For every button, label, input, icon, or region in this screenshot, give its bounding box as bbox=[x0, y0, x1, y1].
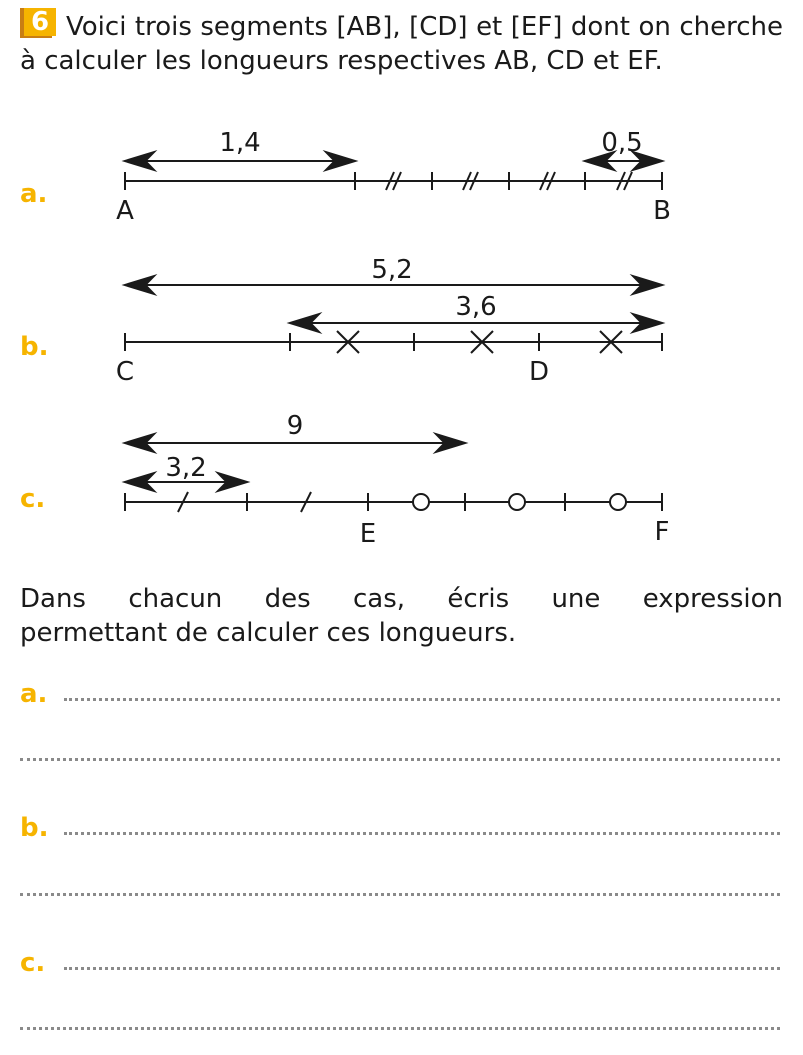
measure-label-0-5: 0,5 bbox=[601, 128, 643, 158]
point-a: A bbox=[116, 196, 134, 226]
exercise-intro-text: Voici trois segments [AB], [CD] et [EF] dont on cherche à calculer les longueurs respectives AB, CD et EF. bbox=[20, 12, 783, 76]
segment-ef bbox=[125, 493, 662, 511]
instruction-line-2: permettant de calculer ces longueurs. bbox=[20, 618, 517, 648]
measure-label-3-6: 3,6 bbox=[455, 292, 497, 322]
answer-line-b-1[interactable] bbox=[64, 832, 780, 835]
figure-c-label: c. bbox=[20, 484, 46, 514]
measure-label-5-2: 5,2 bbox=[371, 255, 413, 285]
measure-label-9: 9 bbox=[286, 411, 304, 441]
answer-line-c-2[interactable] bbox=[20, 1027, 780, 1030]
answer-label-c: c. bbox=[20, 948, 46, 978]
figure-b-label: b. bbox=[20, 332, 49, 362]
answer-line-c-1[interactable] bbox=[64, 967, 780, 970]
segment-cd bbox=[125, 333, 662, 351]
answer-line-a-1[interactable] bbox=[64, 698, 780, 701]
answer-label-a: a. bbox=[20, 679, 48, 709]
measure-label-3-2: 3,2 bbox=[165, 453, 207, 483]
answer-label-b: b. bbox=[20, 813, 49, 843]
exercise-number: 6 bbox=[24, 8, 56, 36]
answer-line-b-2[interactable] bbox=[20, 893, 780, 896]
answer-line-a-2[interactable] bbox=[20, 758, 780, 761]
measure-label-1-4: 1,4 bbox=[219, 128, 261, 158]
point-b: B bbox=[653, 196, 671, 226]
point-e: E bbox=[359, 519, 377, 549]
point-d: D bbox=[528, 357, 550, 387]
instruction-line-1: Dans chacun des cas, écris une expression bbox=[20, 584, 783, 614]
figure-a-label: a. bbox=[20, 179, 48, 209]
point-f: F bbox=[654, 517, 670, 547]
point-c: C bbox=[115, 357, 135, 387]
instruction-text bbox=[20, 582, 783, 650]
